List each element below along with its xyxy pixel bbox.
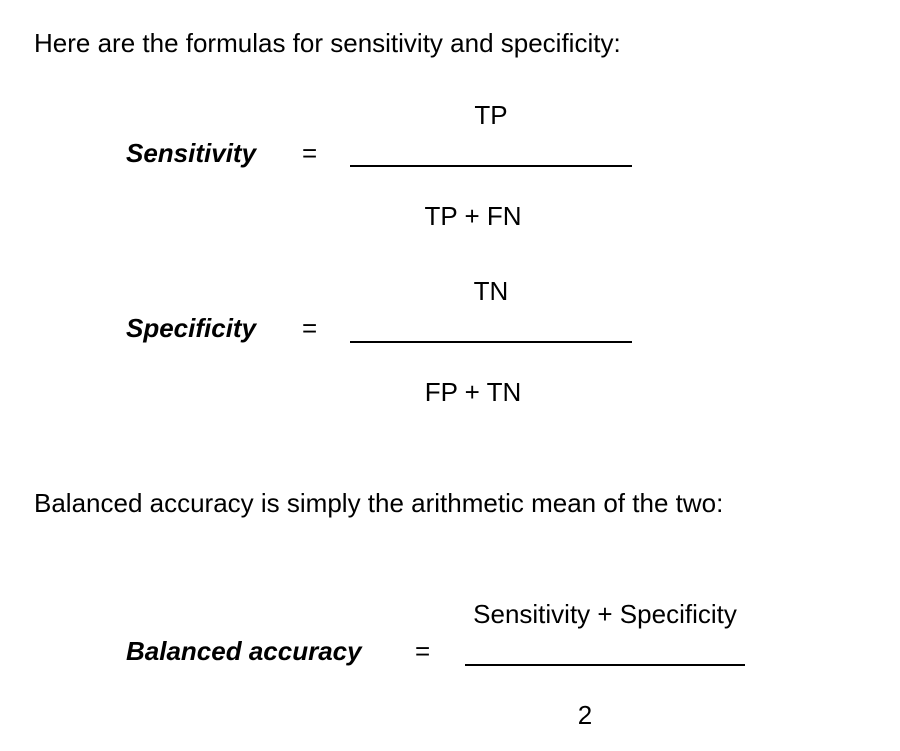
specificity-numerator: TN	[473, 276, 509, 306]
specificity-label: Specificity	[126, 313, 257, 343]
intro-paragraph: Here are the formulas for sensitivity and specificity:	[34, 28, 621, 58]
sensitivity-numerator: TP	[474, 100, 508, 130]
balanced-accuracy-numerator: Sensitivity + Specificity	[473, 599, 737, 629]
sensitivity-label: Sensitivity	[126, 138, 257, 168]
balanced-accuracy-equals-sign: =	[415, 636, 431, 666]
balanced-accuracy-label: Balanced accuracy	[126, 636, 362, 666]
sensitivity-equals-sign: =	[302, 138, 318, 168]
balanced-accuracy-paragraph: Balanced accuracy is simply the arithmetic mean of the two:	[34, 488, 724, 518]
sensitivity-denominator: TP + FN	[424, 201, 522, 231]
specificity-denominator: FP + TN	[424, 377, 522, 407]
balanced-accuracy-denominator: 2	[577, 700, 593, 730]
sensitivity-fraction-bar	[350, 165, 632, 167]
balanced-accuracy-fraction-bar	[465, 664, 745, 666]
specificity-fraction-bar	[350, 341, 632, 343]
specificity-equals-sign: =	[302, 313, 318, 343]
